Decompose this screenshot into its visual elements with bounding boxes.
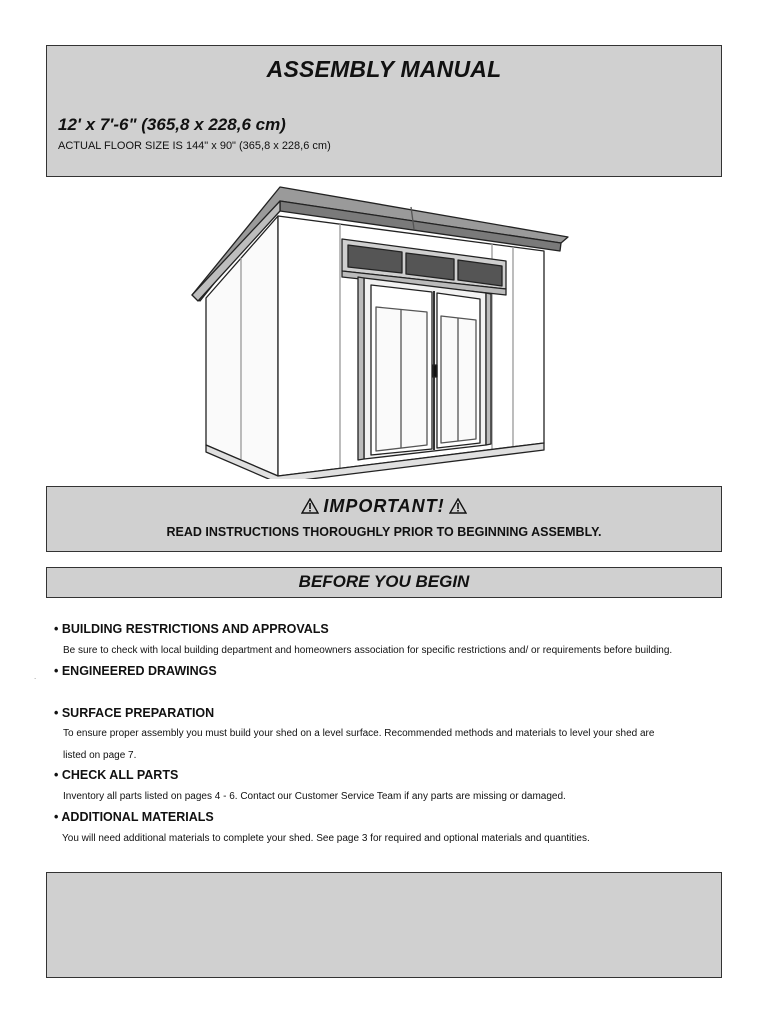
section-body: Be sure to check with local building department and homeowners association for specific restrictions and/ or requirements before building. xyxy=(63,645,673,656)
section-heading: • ADDITIONAL MATERIALS xyxy=(54,810,214,824)
stray-mark: . xyxy=(34,672,37,681)
before-you-begin-box xyxy=(46,567,722,598)
section-heading: • CHECK ALL PARTS xyxy=(54,768,179,782)
section-body: To ensure proper assembly you must build your shed on a level surface. Recommended methods and materials to level your shed are xyxy=(63,728,655,739)
floor-size: ACTUAL FLOOR SIZE IS 144" x 90" (365,8 x 228,6 cm) xyxy=(58,140,331,152)
warning-icon xyxy=(301,498,319,514)
important-text: READ INSTRUCTIONS THOROUGHLY PRIOR TO BEGINNING ASSEMBLY. xyxy=(166,525,602,539)
manual-title: ASSEMBLY MANUAL xyxy=(266,56,502,82)
warning-icon xyxy=(449,498,467,514)
before-title: BEFORE YOU BEGIN xyxy=(298,572,470,591)
section-body: You will need additional materials to complete your shed. See page 3 for required and optional materials and quantities. xyxy=(62,833,590,844)
header-box xyxy=(46,45,722,177)
section-heading: • ENGINEERED DRAWINGS xyxy=(54,664,217,678)
bottom-panel xyxy=(46,872,722,978)
section-heading: • SURFACE PREPARATION xyxy=(54,706,215,720)
shed-illustration xyxy=(186,183,574,479)
door-handle xyxy=(433,365,437,377)
section-body: Inventory all parts listed on pages 4 - 6. Contact our Customer Service Team if any parts are missing or damaged. xyxy=(63,791,566,802)
section-heading: • BUILDING RESTRICTIONS AND APPROVALS xyxy=(54,622,329,636)
important-title xyxy=(47,496,721,517)
shed-left-wall xyxy=(206,216,278,476)
section-body: listed on page 7. xyxy=(63,750,137,761)
important-label: IMPORTANT! xyxy=(323,496,445,516)
important-notice xyxy=(46,486,722,552)
shed-size: 12' x 7'-6" (365,8 x 228,6 cm) xyxy=(58,115,286,134)
